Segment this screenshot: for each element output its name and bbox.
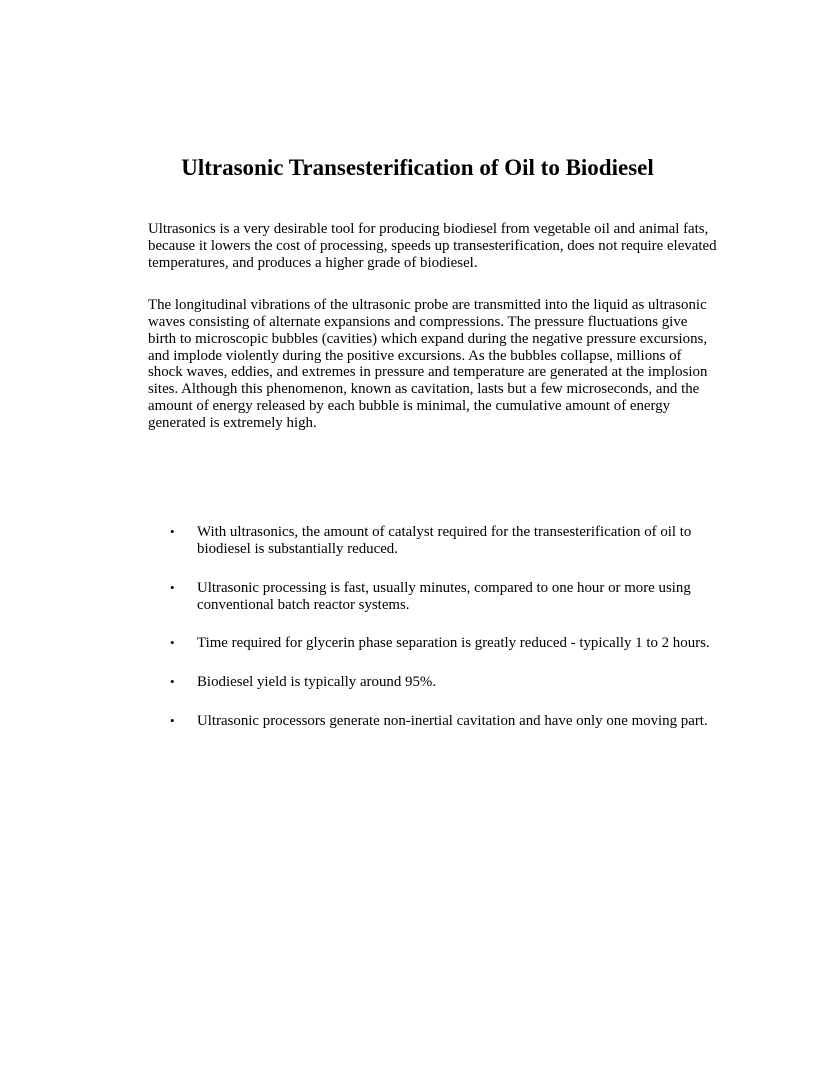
bullet-icon: • bbox=[170, 713, 175, 729]
document-title: Ultrasonic Transesterification of Oil to Biodiesel bbox=[181, 155, 654, 180]
list-item bbox=[148, 524, 718, 558]
bullet-icon: • bbox=[170, 579, 175, 595]
list-item bbox=[148, 713, 718, 730]
list-item bbox=[148, 674, 718, 691]
list-item-text: Biodiesel yield is typically around 95%. bbox=[197, 674, 437, 691]
benefits-list bbox=[148, 524, 718, 752]
intro-paragraph: Ultrasonics is a very desirable tool for producing biodiesel from vegetable oil and animal fats, because it lowers the cost of processing, speeds up transesterification, does not require elevated temperatures, and produces a higher grade of biodiesel. bbox=[148, 221, 717, 271]
list-item-text: Ultrasonic processing is fast, usually minutes, compared to one hour or more using conventional batch reactor systems. bbox=[197, 579, 691, 613]
list-item-text: With ultrasonics, the amount of catalyst required for the transesterification of oil to biodiesel is substantially reduced. bbox=[197, 524, 692, 557]
bullet-icon: • bbox=[170, 524, 175, 539]
cavitation-paragraph: The longitudinal vibrations of the ultrasonic probe are transmitted into the liquid as ultrasonic waves consisting of alternate expansions and compressions. The pressure fluctuations give birth to microscopic bubbles (cavities) which expand during the negative pressure excursions, and implode violently during the positive excursions. As the bubbles collapse, millions of shock waves, eddies, and extremes in pressure and temperature are generated at the implosion sites. Although this phenomenon, known as cavitation, lasts but a few microseconds, and the amount of energy released by each bubble is minimal, the cumulative amount of energy generated is extremely high. bbox=[148, 297, 708, 431]
list-item-text: Time required for glycerin phase separation is greatly reduced - typically 1 to 2 hours. bbox=[197, 635, 710, 652]
list-item bbox=[148, 580, 718, 614]
bullet-icon: • bbox=[170, 635, 175, 651]
list-item-text: Ultrasonic processors generate non-inertial cavitation and have only one moving part. bbox=[197, 713, 708, 730]
list-item bbox=[148, 635, 718, 652]
bullet-icon: • bbox=[170, 674, 175, 690]
